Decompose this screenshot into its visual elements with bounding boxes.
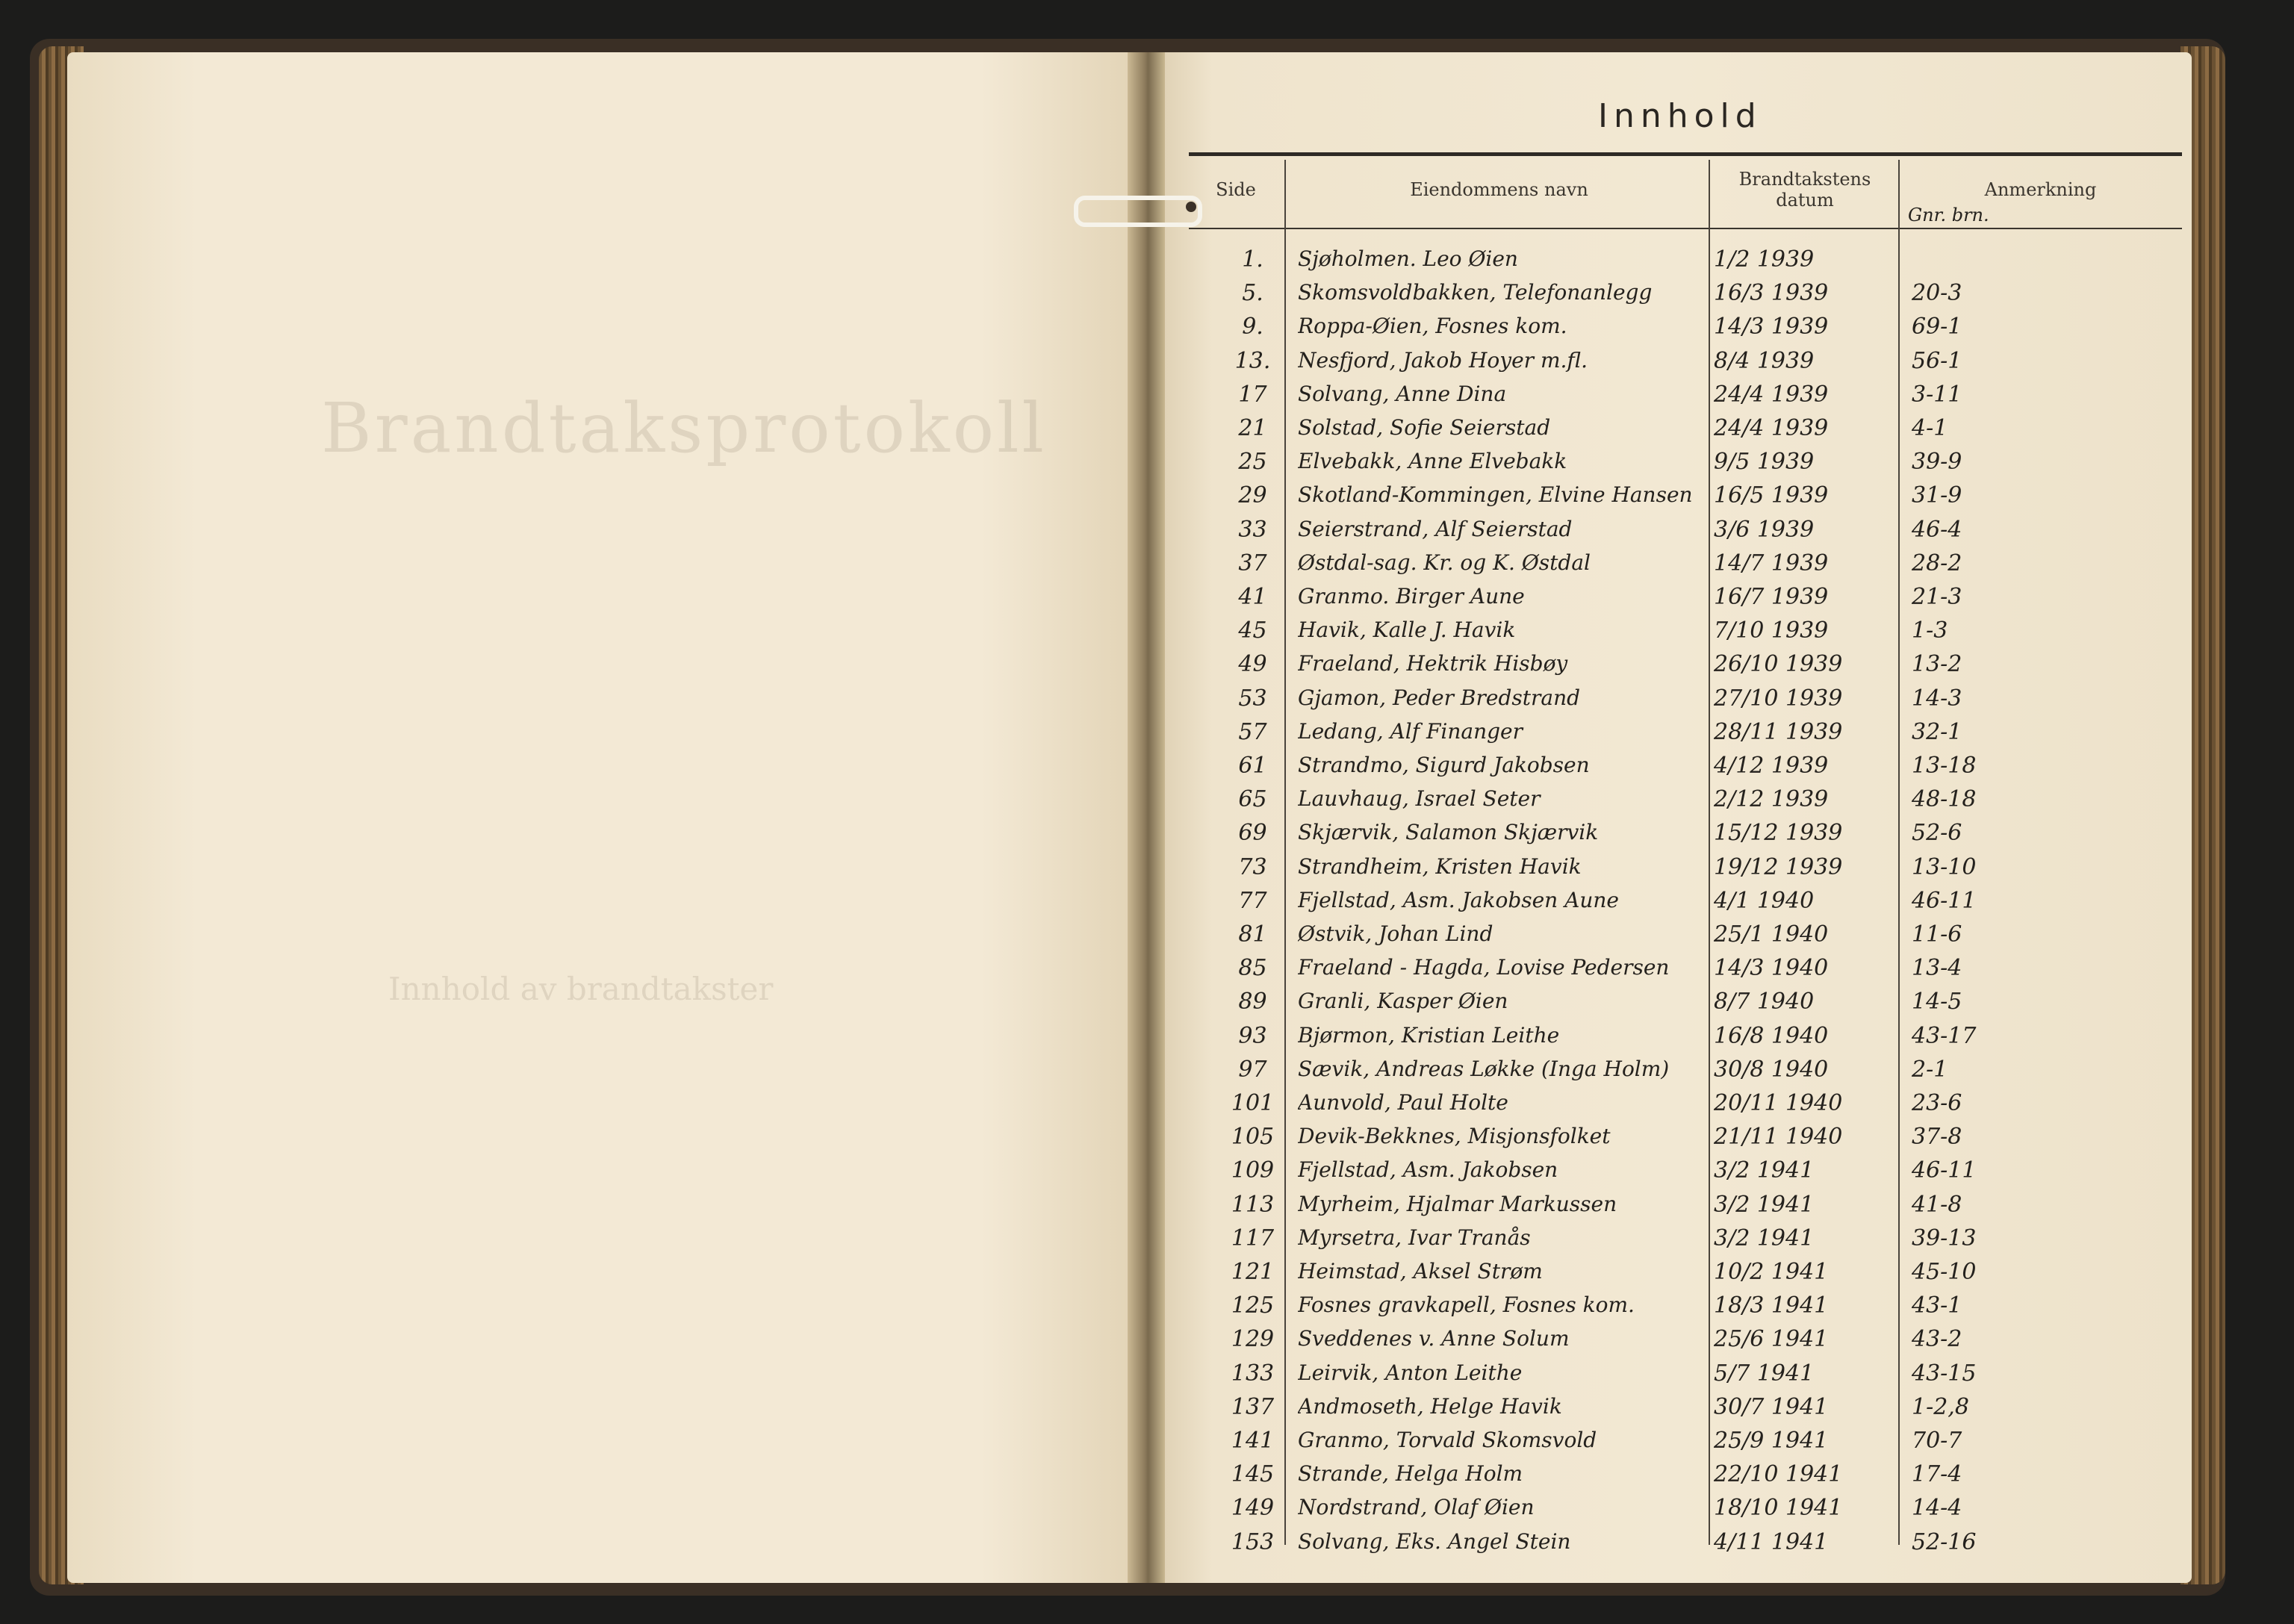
- column-header-note-hand: Gnr. brn.: [1908, 205, 1989, 225]
- row-date: 25/9 1941: [1714, 1428, 1829, 1454]
- row-note: 46-11: [1912, 1157, 1977, 1184]
- row-date: 30/8 1940: [1714, 1056, 1829, 1083]
- left-page: [67, 52, 1143, 1583]
- column-divider-1: [1284, 160, 1286, 1545]
- row-name: Sjøholmen. Leo Øien: [1298, 246, 1518, 271]
- row-note: 52-16: [1912, 1528, 1977, 1555]
- row-date: 5/7 1941: [1714, 1360, 1815, 1387]
- row-note: 20-3: [1912, 280, 1962, 307]
- row-name: Skjærvik, Salamon Skjærvik: [1298, 820, 1599, 845]
- row-side: 37: [1238, 550, 1267, 576]
- row-note: 69-1: [1912, 314, 1962, 340]
- row-side: 93: [1238, 1022, 1267, 1049]
- row-note: 70-7: [1912, 1428, 1962, 1454]
- row-name: Fraeland, Hektrik Hisbøy: [1298, 651, 1568, 676]
- row-name: Nordstrand, Olaf Øien: [1298, 1495, 1535, 1520]
- row-side: 137: [1231, 1393, 1275, 1420]
- row-side: 85: [1238, 955, 1267, 982]
- row-note: 13-4: [1912, 955, 1962, 982]
- row-note: 43-17: [1912, 1022, 1977, 1049]
- row-name: Skotland-Kommingen, Elvine Hansen: [1298, 482, 1693, 508]
- row-note: 14-5: [1912, 989, 1962, 1015]
- row-note: 41-8: [1912, 1191, 1962, 1218]
- row-name: Strandheim, Kristen Havik: [1298, 853, 1582, 879]
- row-note: 2-1: [1912, 1056, 1948, 1083]
- column-header-side: Side: [1216, 179, 1256, 200]
- row-name: Havik, Kalle J. Havik: [1298, 617, 1516, 643]
- row-side: 41: [1238, 584, 1267, 610]
- row-name: Lauvhaug, Israel Seter: [1298, 786, 1541, 812]
- row-date: 8/7 1940: [1714, 989, 1815, 1015]
- column-header-date-line2: datum: [1776, 190, 1834, 211]
- row-note: 37-8: [1912, 1124, 1962, 1151]
- row-name: Østvik, Johan Lind: [1298, 921, 1493, 946]
- row-date: 26/10 1939: [1714, 651, 1843, 678]
- row-date: 9/5 1939: [1714, 449, 1815, 476]
- row-side: 49: [1238, 651, 1267, 678]
- row-name: Sævik, Andreas Løkke (Inga Holm): [1298, 1056, 1670, 1081]
- row-date: 3/2 1941: [1714, 1191, 1815, 1218]
- row-name: Granmo. Birger Aune: [1298, 584, 1525, 609]
- row-note: 11-6: [1912, 921, 1962, 948]
- row-date: 18/3 1941: [1714, 1292, 1829, 1319]
- row-name: Andmoseth, Helge Havik: [1298, 1393, 1562, 1419]
- row-side: 113: [1231, 1191, 1275, 1218]
- row-date: 25/1 1940: [1714, 921, 1829, 948]
- book-gutter: [1128, 52, 1165, 1583]
- row-date: 16/8 1940: [1714, 1022, 1829, 1049]
- row-side: 21: [1238, 415, 1267, 441]
- row-name: Fjellstad, Asm. Jakobsen: [1298, 1157, 1558, 1183]
- row-side: 109: [1231, 1157, 1275, 1184]
- row-side: 89: [1238, 989, 1267, 1015]
- row-name: Solstad, Sofie Seierstad: [1298, 415, 1551, 440]
- row-note: 31-9: [1912, 482, 1962, 509]
- row-side: 145: [1231, 1461, 1275, 1488]
- row-date: 27/10 1939: [1714, 685, 1843, 712]
- row-name: Nesfjord, Jakob Hoyer m.fl.: [1298, 347, 1588, 373]
- row-date: 15/12 1939: [1714, 820, 1843, 847]
- row-side: 149: [1231, 1495, 1275, 1522]
- row-note: 14-3: [1912, 685, 1962, 712]
- row-date: 3/2 1941: [1714, 1157, 1815, 1184]
- row-name: Solvang, Anne Dina: [1298, 381, 1507, 406]
- row-note: 23-6: [1912, 1090, 1962, 1116]
- row-note: 48-18: [1912, 786, 1977, 813]
- row-note: 32-1: [1912, 718, 1962, 745]
- row-note: 28-2: [1912, 550, 1962, 576]
- row-date: 10/2 1941: [1714, 1259, 1829, 1285]
- row-name: Strandmo, Sigurd Jakobsen: [1298, 753, 1590, 777]
- row-note: 39-13: [1912, 1225, 1977, 1251]
- row-note: 1-2,8: [1912, 1393, 1969, 1420]
- row-note: 43-1: [1912, 1292, 1962, 1319]
- row-note: 17-4: [1912, 1461, 1962, 1488]
- row-date: 14/3 1939: [1714, 314, 1829, 340]
- row-name: Myrsetra, Ivar Tranås: [1298, 1225, 1531, 1250]
- row-date: 21/11 1940: [1714, 1124, 1843, 1151]
- row-date: 3/2 1941: [1714, 1225, 1815, 1251]
- row-name: Fraeland - Hagda, Lovise Pedersen: [1298, 955, 1670, 980]
- row-note: 56-1: [1912, 347, 1962, 374]
- row-side: 121: [1231, 1259, 1275, 1285]
- row-side: 53: [1238, 685, 1267, 712]
- row-name: Elvebakk, Anne Elvebakk: [1298, 449, 1567, 474]
- row-note: 43-15: [1912, 1360, 1977, 1387]
- row-name: Solvang, Eks. Angel Stein: [1298, 1528, 1571, 1554]
- row-note: 13-18: [1912, 753, 1977, 779]
- row-date: 30/7 1941: [1714, 1393, 1829, 1420]
- row-side: 33: [1238, 516, 1267, 543]
- row-name: Devik-Bekknes, Misjonsfolket: [1298, 1124, 1611, 1149]
- row-date: 18/10 1941: [1714, 1495, 1843, 1522]
- row-side: 77: [1238, 887, 1267, 914]
- row-side: 25: [1238, 449, 1267, 476]
- row-name: Strande, Helga Holm: [1298, 1461, 1523, 1487]
- row-date: 1/2 1939: [1714, 246, 1815, 273]
- row-note: 52-6: [1912, 820, 1962, 847]
- row-name: Leirvik, Anton Leithe: [1298, 1360, 1523, 1385]
- row-side: 17: [1238, 381, 1267, 408]
- column-divider-3: [1898, 160, 1900, 1545]
- row-date: 4/1 1940: [1714, 887, 1815, 914]
- row-side: 65: [1238, 786, 1267, 813]
- row-side: 45: [1238, 617, 1267, 644]
- row-note: 46-4: [1912, 516, 1962, 543]
- row-name: Aunvold, Paul Holte: [1298, 1090, 1508, 1115]
- row-date: 3/6 1939: [1714, 516, 1815, 543]
- row-date: 2/12 1939: [1714, 786, 1829, 813]
- row-side: 61: [1238, 753, 1267, 779]
- row-side: 29: [1238, 482, 1267, 509]
- row-note: 43-2: [1912, 1326, 1962, 1353]
- row-name: Granmo, Torvald Skomsvold: [1298, 1428, 1597, 1452]
- row-date: 16/3 1939: [1714, 280, 1829, 307]
- row-side: 73: [1238, 853, 1267, 880]
- left-page-ghost-title: Brandtaksprotokoll: [321, 388, 1047, 468]
- row-note: 13-2: [1912, 651, 1962, 678]
- row-side: 129: [1231, 1326, 1275, 1353]
- row-note: 1-3: [1912, 617, 1948, 644]
- row-name: Roppa-Øien, Fosnes kom.: [1298, 314, 1567, 339]
- row-date: 24/4 1939: [1714, 381, 1829, 408]
- row-side: 141: [1231, 1428, 1275, 1454]
- row-date: 16/5 1939: [1714, 482, 1829, 509]
- heading-rule: [1189, 152, 2182, 156]
- row-date: 4/12 1939: [1714, 753, 1829, 779]
- left-page-ghost-subtitle: Innhold av brandtakster: [388, 971, 774, 1007]
- row-side: 153: [1231, 1528, 1275, 1555]
- row-side: 117: [1231, 1225, 1275, 1251]
- column-header-date-line1: Brandtakstens: [1738, 169, 1871, 190]
- row-side: 105: [1231, 1124, 1275, 1151]
- row-date: 19/12 1939: [1714, 853, 1843, 880]
- row-date: 4/11 1941: [1714, 1528, 1829, 1555]
- header-rule: [1189, 228, 2182, 229]
- row-note: 13-10: [1912, 853, 1977, 880]
- row-date: 14/3 1940: [1714, 955, 1829, 982]
- row-name: Sveddenes v. Anne Solum: [1298, 1326, 1570, 1351]
- row-side: 57: [1238, 718, 1267, 745]
- row-side: 97: [1238, 1056, 1267, 1083]
- row-side: 13.: [1234, 347, 1271, 374]
- row-name: Østdal-sag. Kr. og K. Østdal: [1298, 550, 1591, 575]
- column-header-name: Eiendommens navn: [1410, 179, 1588, 200]
- row-side: 69: [1238, 820, 1267, 847]
- row-note: 4-1: [1912, 415, 1948, 441]
- row-date: 16/7 1939: [1714, 584, 1829, 610]
- row-name: Seierstrand, Alf Seierstad: [1298, 516, 1573, 541]
- row-note: 21-3: [1912, 584, 1962, 610]
- row-name: Ledang, Alf Finanger: [1298, 718, 1523, 744]
- row-side: 9.: [1242, 314, 1263, 340]
- row-date: 14/7 1939: [1714, 550, 1829, 576]
- row-side: 5.: [1242, 280, 1263, 307]
- row-date: 20/11 1940: [1714, 1090, 1843, 1116]
- row-side: 1.: [1242, 246, 1263, 273]
- row-name: Myrheim, Hjalmar Markussen: [1298, 1191, 1617, 1216]
- binding-string: [1074, 196, 1202, 227]
- row-side: 101: [1231, 1090, 1275, 1116]
- row-name: Fosnes gravkapell, Fosnes kom.: [1298, 1292, 1635, 1318]
- row-date: 7/10 1939: [1714, 617, 1829, 644]
- row-name: Skomsvoldbakken, Telefonanlegg: [1298, 280, 1653, 305]
- row-note: 14-4: [1912, 1495, 1962, 1522]
- binding-hole: [1186, 202, 1196, 212]
- row-note: 39-9: [1912, 449, 1962, 476]
- row-name: Fjellstad, Asm. Jakobsen Aune: [1298, 887, 1619, 912]
- row-note: 45-10: [1912, 1259, 1977, 1285]
- row-date: 28/11 1939: [1714, 718, 1843, 745]
- row-date: 22/10 1941: [1714, 1461, 1843, 1488]
- row-name: Granli, Kasper Øien: [1298, 989, 1508, 1014]
- column-header-date: [1712, 169, 1898, 211]
- page-heading: Innhold: [1598, 97, 1762, 135]
- row-name: Bjørmon, Kristian Leithe: [1298, 1022, 1560, 1048]
- row-note: 46-11: [1912, 887, 1977, 914]
- row-date: 24/4 1939: [1714, 415, 1829, 441]
- row-note: 3-11: [1912, 381, 1962, 408]
- row-date: 25/6 1941: [1714, 1326, 1829, 1353]
- row-side: 133: [1231, 1360, 1275, 1387]
- row-name: Gjamon, Peder Bredstrand: [1298, 685, 1581, 710]
- row-side: 125: [1231, 1292, 1275, 1319]
- row-side: 81: [1238, 921, 1267, 948]
- row-date: 8/4 1939: [1714, 347, 1815, 374]
- column-header-note: Anmerkning: [1984, 179, 2097, 200]
- row-name: Heimstad, Aksel Strøm: [1298, 1259, 1543, 1284]
